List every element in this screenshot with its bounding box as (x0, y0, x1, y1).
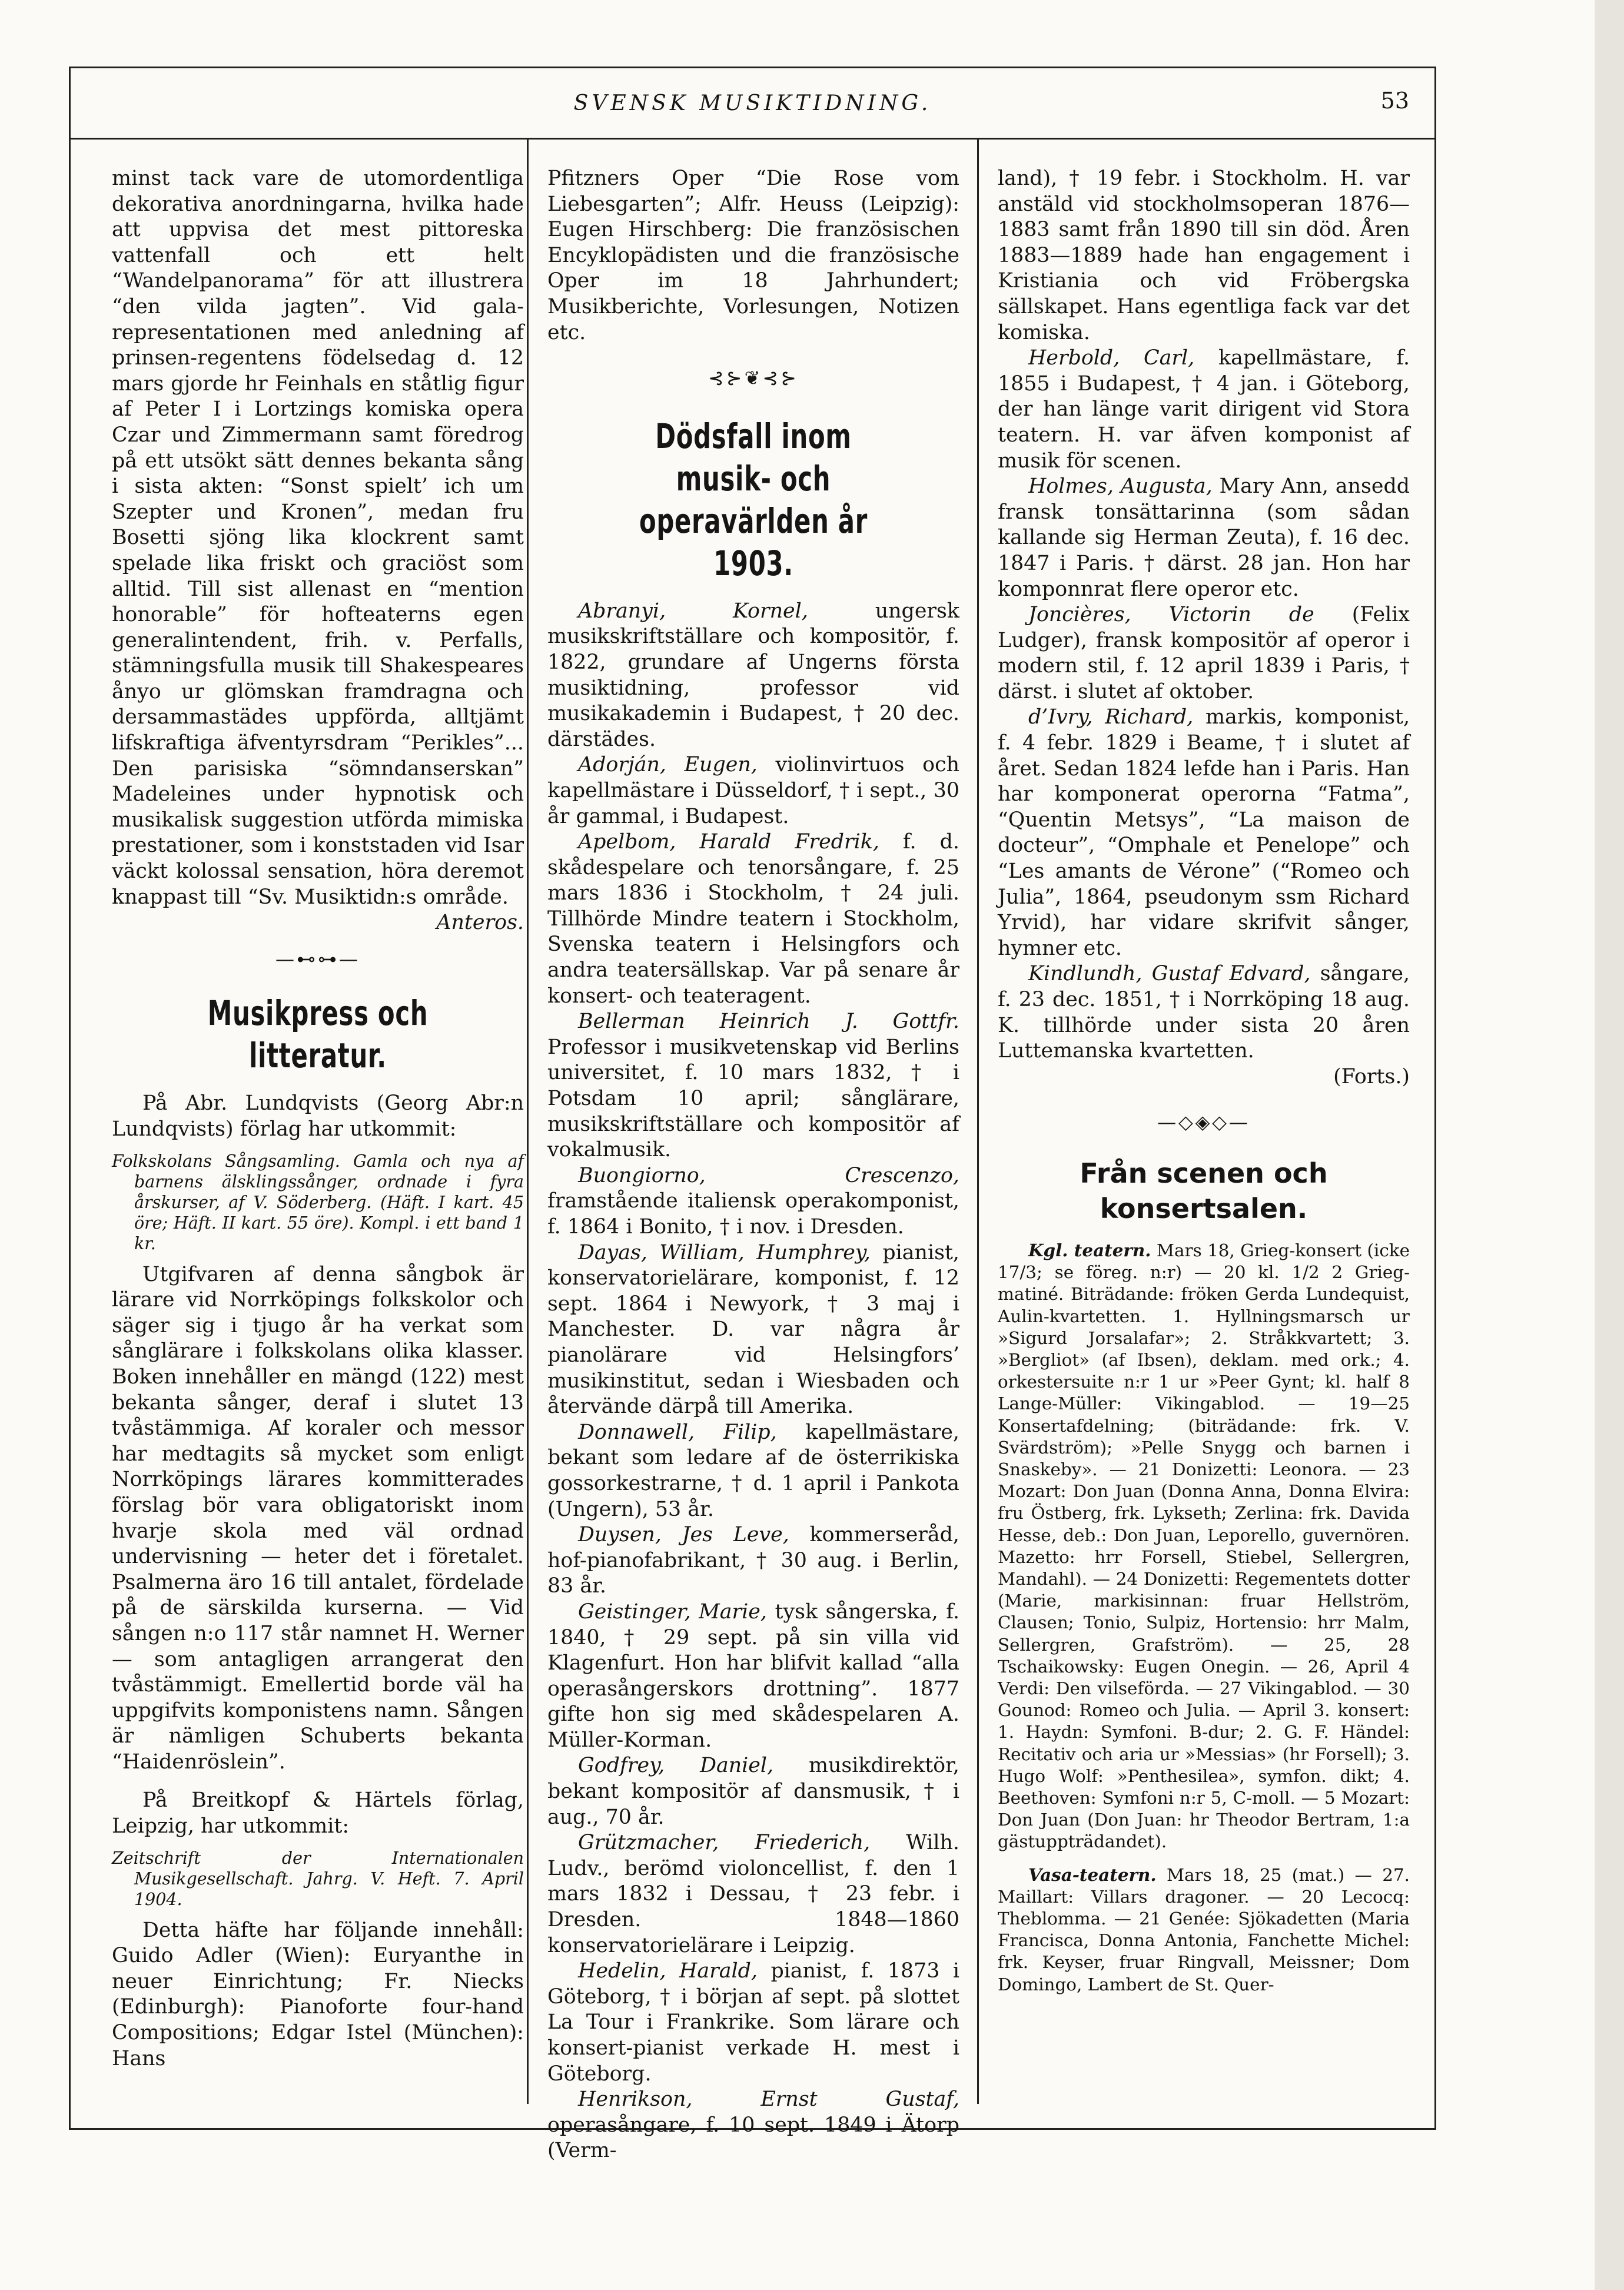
obituary-entry (998, 474, 1410, 602)
obituary-entry (547, 1009, 959, 1163)
obituary-text: Professor i musikvetenskap vid Berlins universitet, f. 10 mars 1832, † i Potsdam 10 april; sånglärare, musikskriftställare och kompositör af vokalmusik. (547, 1035, 959, 1162)
obituary-entry (547, 1163, 959, 1240)
obituary-entry (547, 1240, 959, 1420)
obituary-entry (547, 752, 959, 829)
contents-paragraph: Detta häfte har följande innehåll: Guido Adler (Wien): Euryanthe in neuer Einrichtung; Fr. Niecks (Edinburgh): Pianoforte four-hand Compositions; Edgar Istel (München): Hans (112, 1918, 524, 2070)
obituary-entry (547, 599, 959, 753)
obituary-name: Kindlundh, Gustaf Edvard, (1028, 962, 1311, 986)
obituary-text: ungersk musikskriftställare och kompositör, f. 1822, grundare af Ungerns första musiktidning, professor vid musikakademin i Budapest, † 20 dec. därstädes. (547, 599, 959, 751)
theatre-name: Kgl. teatern. (1028, 1239, 1151, 1260)
column-1 (112, 166, 524, 2072)
continued-note: (Forts.) (1333, 1064, 1410, 1088)
obituary-name: Joncières, Victorin de (1028, 603, 1314, 627)
obituary-name: Adorján, Eugen, (578, 753, 758, 777)
review-paragraph: Utgifvaren af denna sångbok är lärare vid Norrköpings folkskolor och säger sig i tjugo år ha verkat som sånglärare i folkskolans olika klasser. Boken innehåller en mängd (122) mest bekanta sånger, deraf i slutet 13 tvåstämmiga. Af koraler och messor har medtagits så mycket som enligt Norrköpings lärares kommitterades förslag bör vara obligatoriskt inom hvarje skola med väl ordnad undervisning — heter det i företalet. Psalmerna äro 16 till antalet, fördelade på de särskilda kurserna. — Vid sången n:o 117 står namnet H. Werner — som antagligen arrangerat den tvåstämmigt. Emellertid borde väl ha uppgifvits komponistens namn. Sången är nämligen Schuberts bekanta “Haidenröslein”. (112, 1262, 524, 1774)
journal-title: SVENSK MUSIKTIDNING. (573, 91, 932, 115)
obituary-entry (998, 961, 1410, 1064)
column-rule-1 (527, 138, 529, 2104)
section-heading-dodsfall: Dödsfall inom musik- och operavärlden år 1903. (639, 416, 868, 583)
obituary-entry (998, 602, 1410, 705)
obituary-name: Buongiorno, Crescenzo, (578, 1163, 959, 1187)
obituary-entry (998, 346, 1410, 474)
obituary-text: kapellmästare, bekant som ledare af de österrikiska gossorkestrarne, † d. 1 april i Pankota (Ungern), 53 år. (547, 1420, 959, 1521)
obituary-name: Bellerman Heinrich J. Gottfr. (578, 1010, 959, 1034)
column-rule-2 (977, 138, 979, 2104)
page-number: 53 (1380, 88, 1409, 114)
obituary-entry (547, 1522, 959, 1599)
section-heading-fran-scenen: Från scenen och konsertsalen. (1080, 1157, 1328, 1224)
header-rule (69, 138, 1436, 140)
obituary-name: Apelbom, Harald Fredrik, (578, 830, 879, 854)
obituary-text: tysk sångerska, f. 1840, † 29 sept. på sin villa vid Klagenfurt. Hon har blifvit kallad “alla operasångerskors drottning”. 1877 gifte hon sig med skådespelaren A. Müller-Korman. (547, 1599, 960, 1752)
obituary-name: Geistinger, Marie, (578, 1599, 767, 1624)
obituary-name: Holmes, Augusta, (1028, 474, 1213, 499)
obituary-text: (Felix Ludger), fransk kompositör af operor i modern stil, f. 12 april 1839 i Paris, † därst. i slutet af oktober. (998, 603, 1410, 703)
theatre-report-kgl (998, 1239, 1410, 1853)
obituary-entry (547, 2087, 959, 2164)
obituary-entry (547, 1830, 959, 1959)
obituary-name: Herbold, Carl, (1028, 346, 1195, 370)
obituary-name: Abranyi, Kornel, (578, 599, 808, 623)
ornament-flourish: ⊰⊱❦⊰⊱ (708, 367, 799, 390)
obituary-entry (998, 705, 1410, 961)
theatre-report-vasa (998, 1864, 1410, 1996)
obituary-text: framstående italiensk operakomponist, f. 1864 i Bonito, † i nov. i Dresden. (547, 1189, 959, 1239)
obituary-name: Godfrey, Daniel, (578, 1754, 774, 1778)
obituary-text: Wilh. Ludv., berömd violoncellist, f. den 1 mars 1832 i Dessau, † 23 febr. i Dresden. 1848—1860 konservatorielärare i Leipzig. (547, 1831, 959, 1957)
running-header (69, 88, 1436, 127)
book-listing-zeitschrift: Zeitschrift der Internationalen Musikgesellschaft. Jahrg. V. Heft. 7. April 1904. (112, 1848, 524, 1909)
obituary-name: Dayas, William, Humphrey, (578, 1240, 871, 1265)
obituary-text: markis, komponist, f. 4 febr. 1829 i Beame, † i slutet af året. Sedan 1824 lefde han i Paris. Han har komponerat operorna “Fatma”, “Quentin Metsys”, “La maison de docteur”, “Omphale et Penelope” och “Les amants de Vérone” (“Romeo och Julia”, 1864, pseudonym ssm Richard Yrvid), har vidare skrifvit sånger, hymner etc. (998, 705, 1410, 960)
obituary-entry (547, 1420, 959, 1522)
obituary-text: Mary Ann, ansedd fransk tonsättarinna (som sådan kallande sig Herman Zeuta), f. 16 dec. 1847 i Paris. † därst. 28 jan. Hon har komponnrat flere operor etc. (998, 474, 1410, 601)
theatre-report-text: Mars 18, 25 (mat.) — 27. Maillart: Villars dragoner. — 20 Lecocq: Theblomma. — 21 Genée: Sjökadetten (Maria Francisca, Donna Antonia, Fanchette Michel: frk. Keyser, fruar Ringvall, Meissner; Dom Domingo, Lambert de St. Quer- (998, 1864, 1410, 1994)
obituary-text: operasångare, f. 10 sept. 1849 i Ätorp (Verm- (547, 2113, 959, 2163)
page-edge-shadow (1595, 0, 1624, 2290)
obituary-text: kapellmästare, f. 1855 i Budapest, † 4 jan. i Göteborg, der han länge varit dirigent vid Stora teatern. H. var äfven komponist af musik för scenen. (998, 346, 1410, 473)
ornament-divider: —⊷⊶— (275, 947, 360, 970)
obituary-name: d’Ivry, Richard, (1028, 705, 1194, 729)
publisher-intro-lundqvist: På Abr. Lundqvists (Georg Abr:n Lundqvists) förlag har utkommit: (112, 1091, 524, 1141)
obituary-name: Donnawell, Filip, (578, 1420, 777, 1444)
book-listing-folkskolans: Folkskolans Sångsamling. Gamla och nya af barnens älsklingssånger, ordnade i fyra årskurser, af V. Söderberg. (Häft. I kart. 45 öre; Häft. II kart. 55 öre). Kompl. i ett band 1 kr. (112, 1151, 524, 1253)
column-3 (998, 166, 1410, 1996)
obituary-entry (547, 1753, 959, 1830)
obituary-entry (547, 1959, 959, 2087)
ornament-divider: —◇◈◇— (1157, 1111, 1250, 1134)
obituary-text: sångare, f. 23 dec. 1851, † i Norrköping 18 aug. K. tillhörde under sista 20 åren Luttemanska kvartetten. (998, 962, 1410, 1063)
theatre-report-text: Mars 18, Grieg-konsert (icke 17/3; se föreg. n:r) — 20 kl. 1/2 2 Grieg-matiné. Biträdande: fröken Gerda Lundequist, Aulin-kvartetten. 1. Hyllningsmarsch ur »Sigurd Jorsalafar»; 2. Stråkkvartett; 3. »Bergliot» (af Ibsen), deklam. med ork.; 4. orkestersuite n:r 1 ur »Peer Gynt; kl. half 8 Lange-Müller: Vikingablod. — 19—25 Konsertafdelning; (biträdande: frk. V. Svärdström); »Pelle Snygg och barnen i Snaskeby». — 21 Donizetti: Leonora. — 23 Mozart: Don Juan (Donna Anna, Donna Elvira: fru Östberg, frk. Lykseth; Zerlina: frk. Davida Hesse, deb.: Don Juan, Leporello, guvernören. Mazetto: hrr Forsell, Stiebel, Sellergren, Mandahl). — 24 Donizetti: Regementets dotter (Marie, markisinnan: fruar Hellström, Clausen; Tonio, Sulpiz, Hortensio: hrr Malm, Sellergren, Grafström). — 25, 28 Tschaikowsky: Eugen Onegin. — 26, April 4 Verdi: Den vilseförda. — 27 Vikingablod. — 30 Gounod: Romeo och Julia. — April 3. konsert: 1. Haydn: Symfoni. B-dur; 2. G. F. Händel: Recitativ och aria ur »Messias» (hr Forsell); 3. Hugo Wolf: »Penthesilea», symfon. dikt; 4. Beethoven: Symfoni n:r 5, C-moll. — 5 Mozart: Don Juan (Don Juan: hr Theodor Bertram, 1:a gästuppträdandet). (998, 1240, 1410, 1852)
theatre-name: Vasa-teatern. (1028, 1864, 1157, 1885)
publisher-intro-breitkopf: På Breitkopf & Härtels förlag, Leipzig, har utkommit: (112, 1788, 524, 1838)
article-signature: Anteros. (436, 911, 524, 935)
column-2 (547, 166, 959, 2164)
obituary-text: musikdirektör, bekant kompositör af dansmusik, † i aug., 70 år. (547, 1754, 959, 1829)
obituary-text: kommerseråd, hof-pianofabrikant, † 30 aug. i Berlin, 83 år. (547, 1523, 959, 1598)
obituary-entry (547, 829, 959, 1009)
obituary-continuation: land), † 19 febr. i Stockholm. H. var anstäld vid stockholmsoperan 1876—1883 samt från 1890 till sin död. Åren 1883—1889 hade han engagement i Kristiania och vid Fröbergska sällskapet. Hans egentliga fack var det komiska. (998, 167, 1410, 344)
obituary-name: Grützmacher, Friederich, (578, 1831, 871, 1855)
obituary-text: f. d. skådespelare och tenorsångare, f. 25 mars 1836 i Stockholm, † 24 juli. Tillhörde Mindre teatern i Stockholm, Svenska teatern i Helsingfors och andra teatersällskap. Var på senare år konsert- och teateragent. (547, 830, 959, 1008)
obituary-text: pianist, f. 1873 i Göteborg, † i början af sept. på slottet La Tour i Frankrike. Som lärare och konsert-pianist verkade H. mest i Göteborg. (547, 1959, 959, 2086)
contents-continuation: Pfitzners Oper “Die Rose vom Liebesgarten”; Alfr. Heuss (Leipzig): Eugen Hirschberg: Die französischen Encyklopädisten und die französische Oper im 18 Jahrhundert; Musikberichte, Vorlesungen, Notizen etc. (547, 167, 959, 344)
section-heading-musikpress: Musikpress och litteratur. (207, 993, 429, 1076)
obituary-name: Hedelin, Harald, (578, 1959, 758, 1983)
obituary-name: Duysen, Jes Leve, (578, 1523, 789, 1547)
article-continuation: minst tack vare de utomordentliga dekorativa anordningarna, hvilka hade att uppvisa det mest pittoreska vattenfall och ett helt “Wandelpanorama” för att illustrera “den vilda jagten”. Vid gala-representationen med anledning af prinsen-regentens födelsedag d. 12 mars gjorde hr Feinhals en ståtlig figur af Peter I i Lortzings komiska opera Czar und Zimmermann samt föredrog på ett utsökt sätt dennes bekanta sång i sista akten: “Sonst spielt’ ich um Szepter und Kronen”, medan fru Bosetti sjöng lika klockrent samt spelade lika friskt och graciöst som alltid. Till sist allenast en “mention honorable” för hofteaterns egen generalintendent, frih. v. Perfalls, stämningsfulla musik till Shakespeares ånyo ur glömskan framdragna och dersammastädes uppförda, alltjämt lifskraftiga äfventyrsdram “Perikles”... Den parisiska “sömndanserskan” Madeleines under hypnotisk och musikalisk suggestion utförda mimiska prestationer, som i konststaden vid Isar väckt kolossal sensation, höra deremot knappast till “Sv. Musiktidn:s område. (112, 167, 524, 909)
obituary-name: Henrikson, Ernst Gustaf, (578, 2087, 959, 2112)
obituary-text: pianist, konservatorielärare, komponist, f. 12 sept. 1864 i Newyork, † 3 maj i Manchester. D. var några år pianolärare vid Helsingfors’ musikinstitut, sedan i Wiesbaden och återvände därpå till Amerika. (547, 1240, 959, 1419)
obituary-entry (547, 1599, 959, 1754)
obituary-text: violinvirtuos och kapellmästare i Düsseldorf, † i sept., 30 år gammal, i Budapest. (547, 753, 959, 828)
